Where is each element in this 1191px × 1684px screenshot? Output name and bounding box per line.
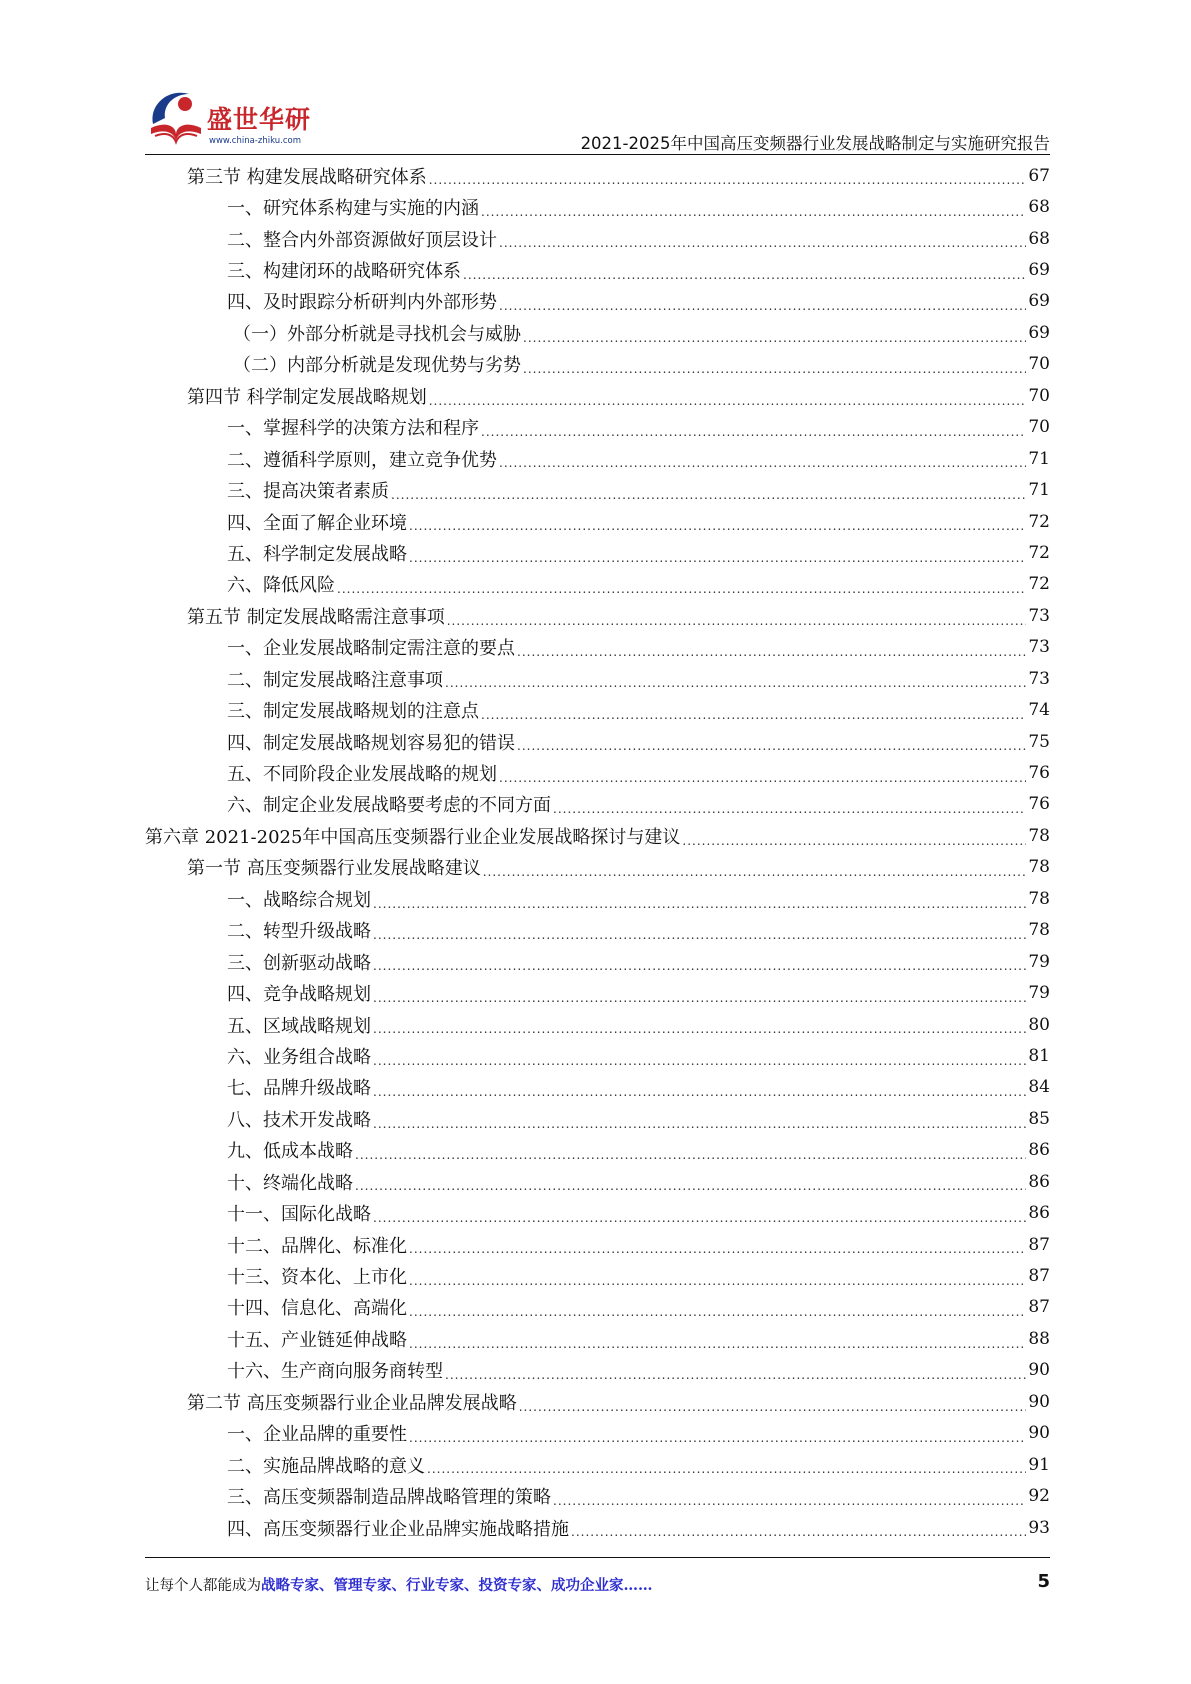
toc-entry-page: 92 (1028, 1486, 1050, 1507)
toc-entry-page: 88 (1028, 1328, 1050, 1349)
toc-entry[interactable] (145, 1292, 1050, 1323)
toc-entry-label: 三、制定发展战略规划的注意点 (227, 701, 479, 723)
toc-entry-page: 73 (1028, 605, 1050, 626)
toc-dot-leader (519, 1396, 1027, 1418)
toc-entry[interactable] (145, 977, 1050, 1008)
toc-entry-label: 一、战略综合规划 (227, 889, 371, 911)
toc-dot-leader (523, 358, 1026, 380)
toc-dot-leader (499, 295, 1026, 317)
toc-entry-label: 十四、信息化、高端化 (227, 1298, 407, 1320)
toc-dot-leader (373, 924, 1026, 946)
toc-entry[interactable] (145, 474, 1050, 505)
toc-dot-leader (427, 1458, 1026, 1480)
toc-entry-label: 九、低成本战略 (227, 1141, 353, 1163)
toc-dot-leader (355, 1175, 1026, 1197)
toc-entry-page: 80 (1028, 1014, 1050, 1035)
toc-entry-label: 四、全面了解企业环境 (227, 512, 407, 534)
toc-entry-label: 四、高压变频器行业企业品牌实施战略措施 (227, 1518, 569, 1540)
toc-entry[interactable] (145, 443, 1050, 474)
toc-entry-page: 90 (1028, 1423, 1050, 1444)
toc-dot-leader (445, 672, 1026, 694)
toc-dot-leader (373, 1050, 1026, 1072)
toc-dot-leader (355, 1144, 1026, 1166)
toc-entry-label: 第四节 科学制定发展战略规划 (187, 386, 427, 408)
toc-dot-leader (409, 515, 1026, 537)
logo-name: 盛世华研 (207, 105, 312, 134)
toc-entry-label: 七、品牌升级战略 (227, 1078, 371, 1100)
toc-entry-page: 87 (1028, 1266, 1050, 1287)
toc-entry[interactable] (145, 317, 1050, 348)
toc-dot-leader (499, 767, 1026, 789)
toc-entry-label: （一）外部分析就是寻找机会与威胁 (233, 323, 521, 345)
toc-entry-label: 五、科学制定发展战略 (227, 543, 407, 565)
toc-entry-label: 第二节 高压变频器行业企业品牌发展战略 (187, 1392, 517, 1414)
toc-dot-leader (409, 1427, 1026, 1449)
toc-dot-leader (373, 1207, 1026, 1229)
logo-url: www.china-zhiku.com (209, 136, 301, 146)
toc-dot-leader (523, 327, 1026, 349)
toc-entry-label: 第五节 制定发展战略需注意事项 (187, 606, 445, 628)
toc-entry-page: 71 (1028, 480, 1050, 501)
toc-entry-label: 十、终端化战略 (227, 1172, 353, 1194)
toc-entry-page: 86 (1028, 1203, 1050, 1224)
toc-entry-page: 84 (1028, 1077, 1050, 1098)
toc-entry[interactable] (145, 946, 1050, 977)
toc-entry-label: 二、遵循科学原则，建立竞争优势 (227, 449, 497, 471)
toc-entry-page: 79 (1028, 951, 1050, 972)
toc-entry-page: 70 (1028, 354, 1050, 375)
toc-entry-page: 68 (1028, 228, 1050, 249)
toc-entry[interactable] (145, 820, 1050, 851)
toc-entry[interactable] (145, 1009, 1050, 1040)
toc-entry-label: 一、掌握科学的决策方法和程序 (227, 418, 479, 440)
toc-entry-label: 四、竞争战略规划 (227, 984, 371, 1006)
toc-entry-page: 78 (1028, 920, 1050, 941)
toc-entry-label: 二、转型升级战略 (227, 921, 371, 943)
toc-entry[interactable] (145, 632, 1050, 663)
toc-entry-page: 70 (1028, 417, 1050, 438)
toc-dot-leader (373, 1018, 1026, 1040)
toc-entry-label: 六、降低风险 (227, 575, 335, 597)
toc-entry[interactable] (145, 1386, 1050, 1417)
toc-entry[interactable] (145, 600, 1050, 631)
toc-dot-leader (517, 735, 1026, 757)
toc-entry-label: 十五、产业链延伸战略 (227, 1329, 407, 1351)
toc-entry-page: 87 (1028, 1234, 1050, 1255)
toc-entry-page: 68 (1028, 197, 1050, 218)
toc-entry-page: 87 (1028, 1297, 1050, 1318)
toc-dot-leader (517, 641, 1026, 663)
page-number: 5 (1037, 1571, 1050, 1592)
toc-entry[interactable] (145, 349, 1050, 380)
toc-entry-label: 四、及时跟踪分析研判内外部形势 (227, 292, 497, 314)
toc-entry[interactable] (145, 663, 1050, 694)
toc-entry-label: 三、高压变频器制造品牌战略管理的策略 (227, 1487, 551, 1509)
toc-entry[interactable] (145, 1260, 1050, 1291)
slogan-highlight: 战略专家、管理专家、行业专家、投资专家、成功企业家…… (261, 1577, 653, 1594)
toc-entry[interactable] (145, 852, 1050, 883)
toc-dot-leader (373, 1081, 1026, 1103)
toc-entry-label: 二、实施品牌战略的意义 (227, 1455, 425, 1477)
toc-dot-leader (483, 861, 1027, 883)
toc-entry-page: 86 (1028, 1140, 1050, 1161)
toc-entry[interactable] (145, 1418, 1050, 1449)
toc-dot-leader (445, 1364, 1026, 1386)
toc-entry[interactable] (145, 883, 1050, 914)
toc-dot-leader (373, 893, 1026, 915)
toc-entry-page: 93 (1028, 1517, 1050, 1538)
table-of-contents (145, 160, 1050, 1543)
toc-entry-page: 76 (1028, 794, 1050, 815)
toc-entry[interactable] (145, 1166, 1050, 1197)
toc-entry-page: 79 (1028, 983, 1050, 1004)
toc-entry-label: 十一、国际化战略 (227, 1204, 371, 1226)
toc-dot-leader (409, 1270, 1026, 1292)
slogan-lead: 让每个人都能成为 (145, 1578, 261, 1594)
toc-dot-leader (499, 452, 1026, 474)
toc-entry-label: 十二、品牌化、标准化 (227, 1235, 407, 1257)
toc-entry[interactable] (145, 1449, 1050, 1480)
toc-entry-label: 一、企业发展战略制定需注意的要点 (227, 638, 515, 660)
toc-entry-label: 一、企业品牌的重要性 (227, 1424, 407, 1446)
toc-entry[interactable] (145, 1103, 1050, 1134)
toc-entry-page: 73 (1028, 668, 1050, 689)
toc-entry[interactable] (145, 1040, 1050, 1071)
toc-entry-page: 71 (1028, 448, 1050, 469)
toc-entry-label: 六、业务组合战略 (227, 1046, 371, 1068)
toc-entry-label: （二）内部分析就是发现优势与劣势 (233, 355, 521, 377)
toc-entry[interactable] (145, 1512, 1050, 1543)
toc-entry-label: 四、制定发展战略规划容易犯的错误 (227, 732, 515, 754)
toc-entry[interactable] (145, 789, 1050, 820)
toc-entry-label: 一、研究体系构建与实施的内涵 (227, 198, 479, 220)
toc-entry-label: 十六、生产商向服务商转型 (227, 1361, 443, 1383)
toc-entry-label: 三、构建闭环的战略研究体系 (227, 261, 461, 283)
toc-entry-label: 第一节 高压变频器行业发展战略建议 (187, 858, 481, 880)
toc-dot-leader (481, 421, 1026, 443)
toc-entry[interactable] (145, 1072, 1050, 1103)
toc-dot-leader (373, 987, 1026, 1009)
toc-dot-leader (373, 955, 1026, 977)
toc-dot-leader (429, 169, 1027, 191)
toc-entry-label: 八、技术开发战略 (227, 1109, 371, 1131)
toc-dot-leader (337, 578, 1026, 600)
toc-entry[interactable] (145, 569, 1050, 600)
toc-dot-leader (391, 484, 1026, 506)
footer-slogan (145, 1574, 653, 1595)
toc-dot-leader (409, 1301, 1026, 1323)
toc-dot-leader (429, 390, 1027, 412)
toc-dot-leader (463, 264, 1026, 286)
toc-entry-page: 85 (1028, 1108, 1050, 1129)
toc-entry-label: 第六章 2021-2025年中国高压变频器行业企业发展战略探讨与建议 (145, 826, 681, 848)
toc-dot-leader (481, 201, 1026, 223)
toc-entry-page: 81 (1028, 1045, 1050, 1066)
toc-entry[interactable] (145, 1135, 1050, 1166)
company-logo (145, 84, 315, 150)
toc-entry-page: 78 (1028, 857, 1050, 878)
toc-entry[interactable] (145, 286, 1050, 317)
footer-divider (145, 1557, 1050, 1558)
toc-entry[interactable] (145, 1197, 1050, 1228)
toc-dot-leader (409, 1333, 1026, 1355)
toc-entry[interactable] (145, 380, 1050, 411)
toc-dot-leader (571, 1521, 1026, 1543)
toc-entry[interactable] (145, 191, 1050, 222)
toc-entry[interactable] (145, 726, 1050, 757)
toc-dot-leader (447, 610, 1027, 632)
report-title: 2021-2025年中国高压变频器行业发展战略制定与实施研究报告 (580, 134, 1050, 153)
toc-entry-page: 67 (1028, 165, 1050, 186)
toc-entry-page: 70 (1028, 385, 1050, 406)
toc-entry-page: 75 (1028, 731, 1050, 752)
toc-entry-label: 二、整合内外部资源做好顶层设计 (227, 229, 497, 251)
toc-entry-page: 72 (1028, 574, 1050, 595)
toc-dot-leader (682, 830, 1026, 852)
header-divider (145, 154, 1050, 155)
toc-entry-page: 69 (1028, 291, 1050, 312)
toc-entry[interactable] (145, 915, 1050, 946)
toc-entry-page: 86 (1028, 1171, 1050, 1192)
toc-entry-page: 78 (1028, 825, 1050, 846)
toc-dot-leader (409, 547, 1026, 569)
toc-entry[interactable] (145, 506, 1050, 537)
toc-entry-page: 76 (1028, 763, 1050, 784)
toc-entry[interactable] (145, 223, 1050, 254)
toc-entry-label: 五、区域战略规划 (227, 1015, 371, 1037)
toc-dot-leader (499, 232, 1026, 254)
toc-entry-label: 第三节 构建发展战略研究体系 (187, 166, 427, 188)
toc-dot-leader (553, 1490, 1026, 1512)
toc-entry[interactable] (145, 537, 1050, 568)
toc-entry-page: 72 (1028, 542, 1050, 563)
toc-entry-label: 十三、资本化、上市化 (227, 1267, 407, 1289)
toc-entry-label: 五、不同阶段企业发展战略的规划 (227, 764, 497, 786)
toc-entry[interactable] (145, 757, 1050, 788)
toc-entry-page: 72 (1028, 511, 1050, 532)
toc-entry[interactable] (145, 694, 1050, 725)
toc-entry[interactable] (145, 1323, 1050, 1354)
toc-entry-label: 三、创新驱动战略 (227, 952, 371, 974)
toc-entry-page: 90 (1028, 1391, 1050, 1412)
toc-entry-page: 74 (1028, 700, 1050, 721)
toc-entry-page: 69 (1028, 322, 1050, 343)
toc-entry[interactable] (145, 1480, 1050, 1511)
logo-emblem-icon (145, 84, 207, 146)
toc-entry[interactable] (145, 254, 1050, 285)
toc-entry-page: 91 (1028, 1454, 1050, 1475)
toc-dot-leader (553, 798, 1026, 820)
toc-entry[interactable] (145, 412, 1050, 443)
toc-dot-leader (409, 1238, 1026, 1260)
toc-entry-page: 78 (1028, 888, 1050, 909)
toc-entry[interactable] (145, 1229, 1050, 1260)
toc-entry-label: 二、制定发展战略注意事项 (227, 669, 443, 691)
toc-entry-label: 三、提高决策者素质 (227, 481, 389, 503)
toc-entry-page: 90 (1028, 1360, 1050, 1381)
toc-entry[interactable] (145, 1355, 1050, 1386)
toc-entry-page: 69 (1028, 260, 1050, 281)
toc-entry[interactable] (145, 160, 1050, 191)
toc-entry-label: 六、制定企业发展战略要考虑的不同方面 (227, 795, 551, 817)
page-header (145, 80, 1050, 160)
toc-dot-leader (481, 704, 1026, 726)
toc-entry-page: 73 (1028, 637, 1050, 658)
toc-dot-leader (373, 1113, 1026, 1135)
